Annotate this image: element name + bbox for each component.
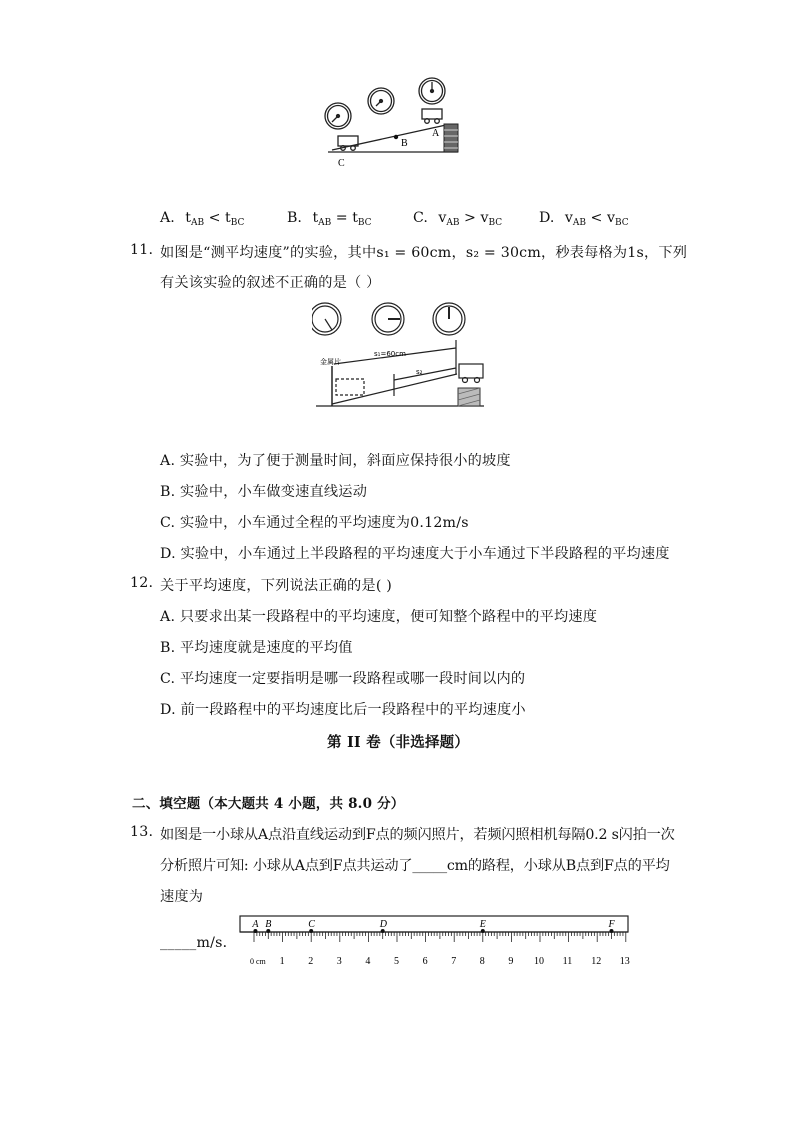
ruler-tick-label: 5 — [394, 956, 399, 967]
section-part2: 二、填空题（本大题共 4 小题，共 8.0 分） — [132, 796, 405, 812]
ruler-point-label-a: A — [252, 919, 259, 930]
q11-option-b: B. 实验中，小车做变速直线运动 — [160, 484, 368, 500]
q13-stem-line1: 如图是一小球从A点沿直线运动到F点的频闪照片，若频闪照相机每隔0.2 s闪拍一次 — [160, 827, 675, 843]
ruler-tick-label: 4 — [365, 956, 371, 967]
ruler-point-label-b: B — [265, 919, 272, 930]
q11-option-c: C. 实验中，小车通过全程的平均速度为0.12m/s — [160, 515, 469, 531]
q13-number: 13. — [130, 824, 154, 840]
q10-option-d: D. $v_{AB} < v_{BC}$ — [539, 210, 629, 228]
ruler-tick-label: 6 — [422, 956, 428, 967]
ruler-point-label-f: F — [608, 919, 615, 930]
q11-stem-line1: 如图是“测平均速度”的实验，其中s₁ = 60cm，s₂ = 30cm，秒表每格为1s，下列 — [160, 245, 688, 261]
ruler-tick-label: 9 — [508, 956, 514, 967]
q13-stem-line3: 速度为 — [160, 889, 204, 905]
q10-label-b: B — [401, 138, 408, 149]
q12-option-a: A. 只要求出某一段路程中的平均速度，便可知整个路程中的平均速度 — [160, 609, 598, 625]
q10-label-a: A — [432, 128, 440, 139]
q11-label-s2: s₂ — [416, 368, 423, 376]
q10-figure — [318, 76, 468, 170]
q12-stem: 关于平均速度，下列说法正确的是( ) — [160, 578, 392, 594]
ruler-svg — [238, 914, 634, 970]
ruler-point-label-d: D — [379, 919, 387, 930]
ruler-tick-label: 1 — [279, 956, 285, 967]
ruler-point-label-c: C — [308, 919, 315, 930]
q10-option-b: B. $t_{AB} = t_{BC}$ — [287, 210, 372, 228]
q11-option-d: D. 实验中，小车通过上半段路程的平均速度大于小车通过下半段路程的平均速度 — [160, 546, 670, 562]
q11-stem-line2: 有关该实验的叙述不正确的是（ ） — [160, 275, 381, 291]
ruler-point-label-e: E — [479, 919, 486, 930]
q11-option-a: A. 实验中，为了便于测量时间，斜面应保持很小的坡度 — [160, 453, 511, 469]
ruler-tick-label: 11 — [562, 956, 573, 967]
ruler-tick-label: 10 — [534, 956, 544, 967]
ruler-tick-label: 7 — [451, 956, 457, 967]
q10-option-c: C. $v_{AB} > v_{BC}$ — [413, 210, 503, 228]
q10-option-a: A. $t_{AB} < t_{BC}$ — [160, 210, 245, 228]
q10-label-c: C — [338, 158, 345, 169]
q12-option-d: D. 前一段路程中的平均速度比后一段路程中的平均速度小 — [160, 702, 526, 718]
ruler-tick-label: 2 — [308, 956, 314, 967]
q12-option-c: C. 平均速度一定要指明是哪一段路程或哪一段时间以内的 — [160, 671, 526, 687]
ruler-tick-label: 12 — [591, 956, 602, 967]
q11-label-metal: 金属片 — [320, 358, 341, 366]
q13-blank-line: _____m/s． — [160, 935, 237, 951]
q12-number: 12. — [130, 575, 154, 591]
q13-stem-line2: 分析照片可知: 小球从A点到F点共运动了_____cm的路程，小球从B点到F点的平均 — [160, 858, 670, 874]
ruler-zero-label: 0 cm — [250, 957, 266, 966]
ruler-tick-label: 8 — [479, 956, 485, 967]
q11-label-s1: s₁=60cm — [374, 350, 406, 358]
q13-ruler-figure — [238, 914, 634, 970]
ruler-tick-label: 3 — [336, 956, 342, 967]
q11-number: 11. — [130, 242, 154, 258]
section-title: 第 II 卷（非选择题） — [327, 734, 470, 751]
ruler-tick-label: 13 — [619, 956, 630, 967]
ruler-photo-strip — [240, 916, 628, 932]
q11-figure — [312, 296, 488, 412]
q12-option-b: B. 平均速度就是速度的平均值 — [160, 640, 353, 656]
